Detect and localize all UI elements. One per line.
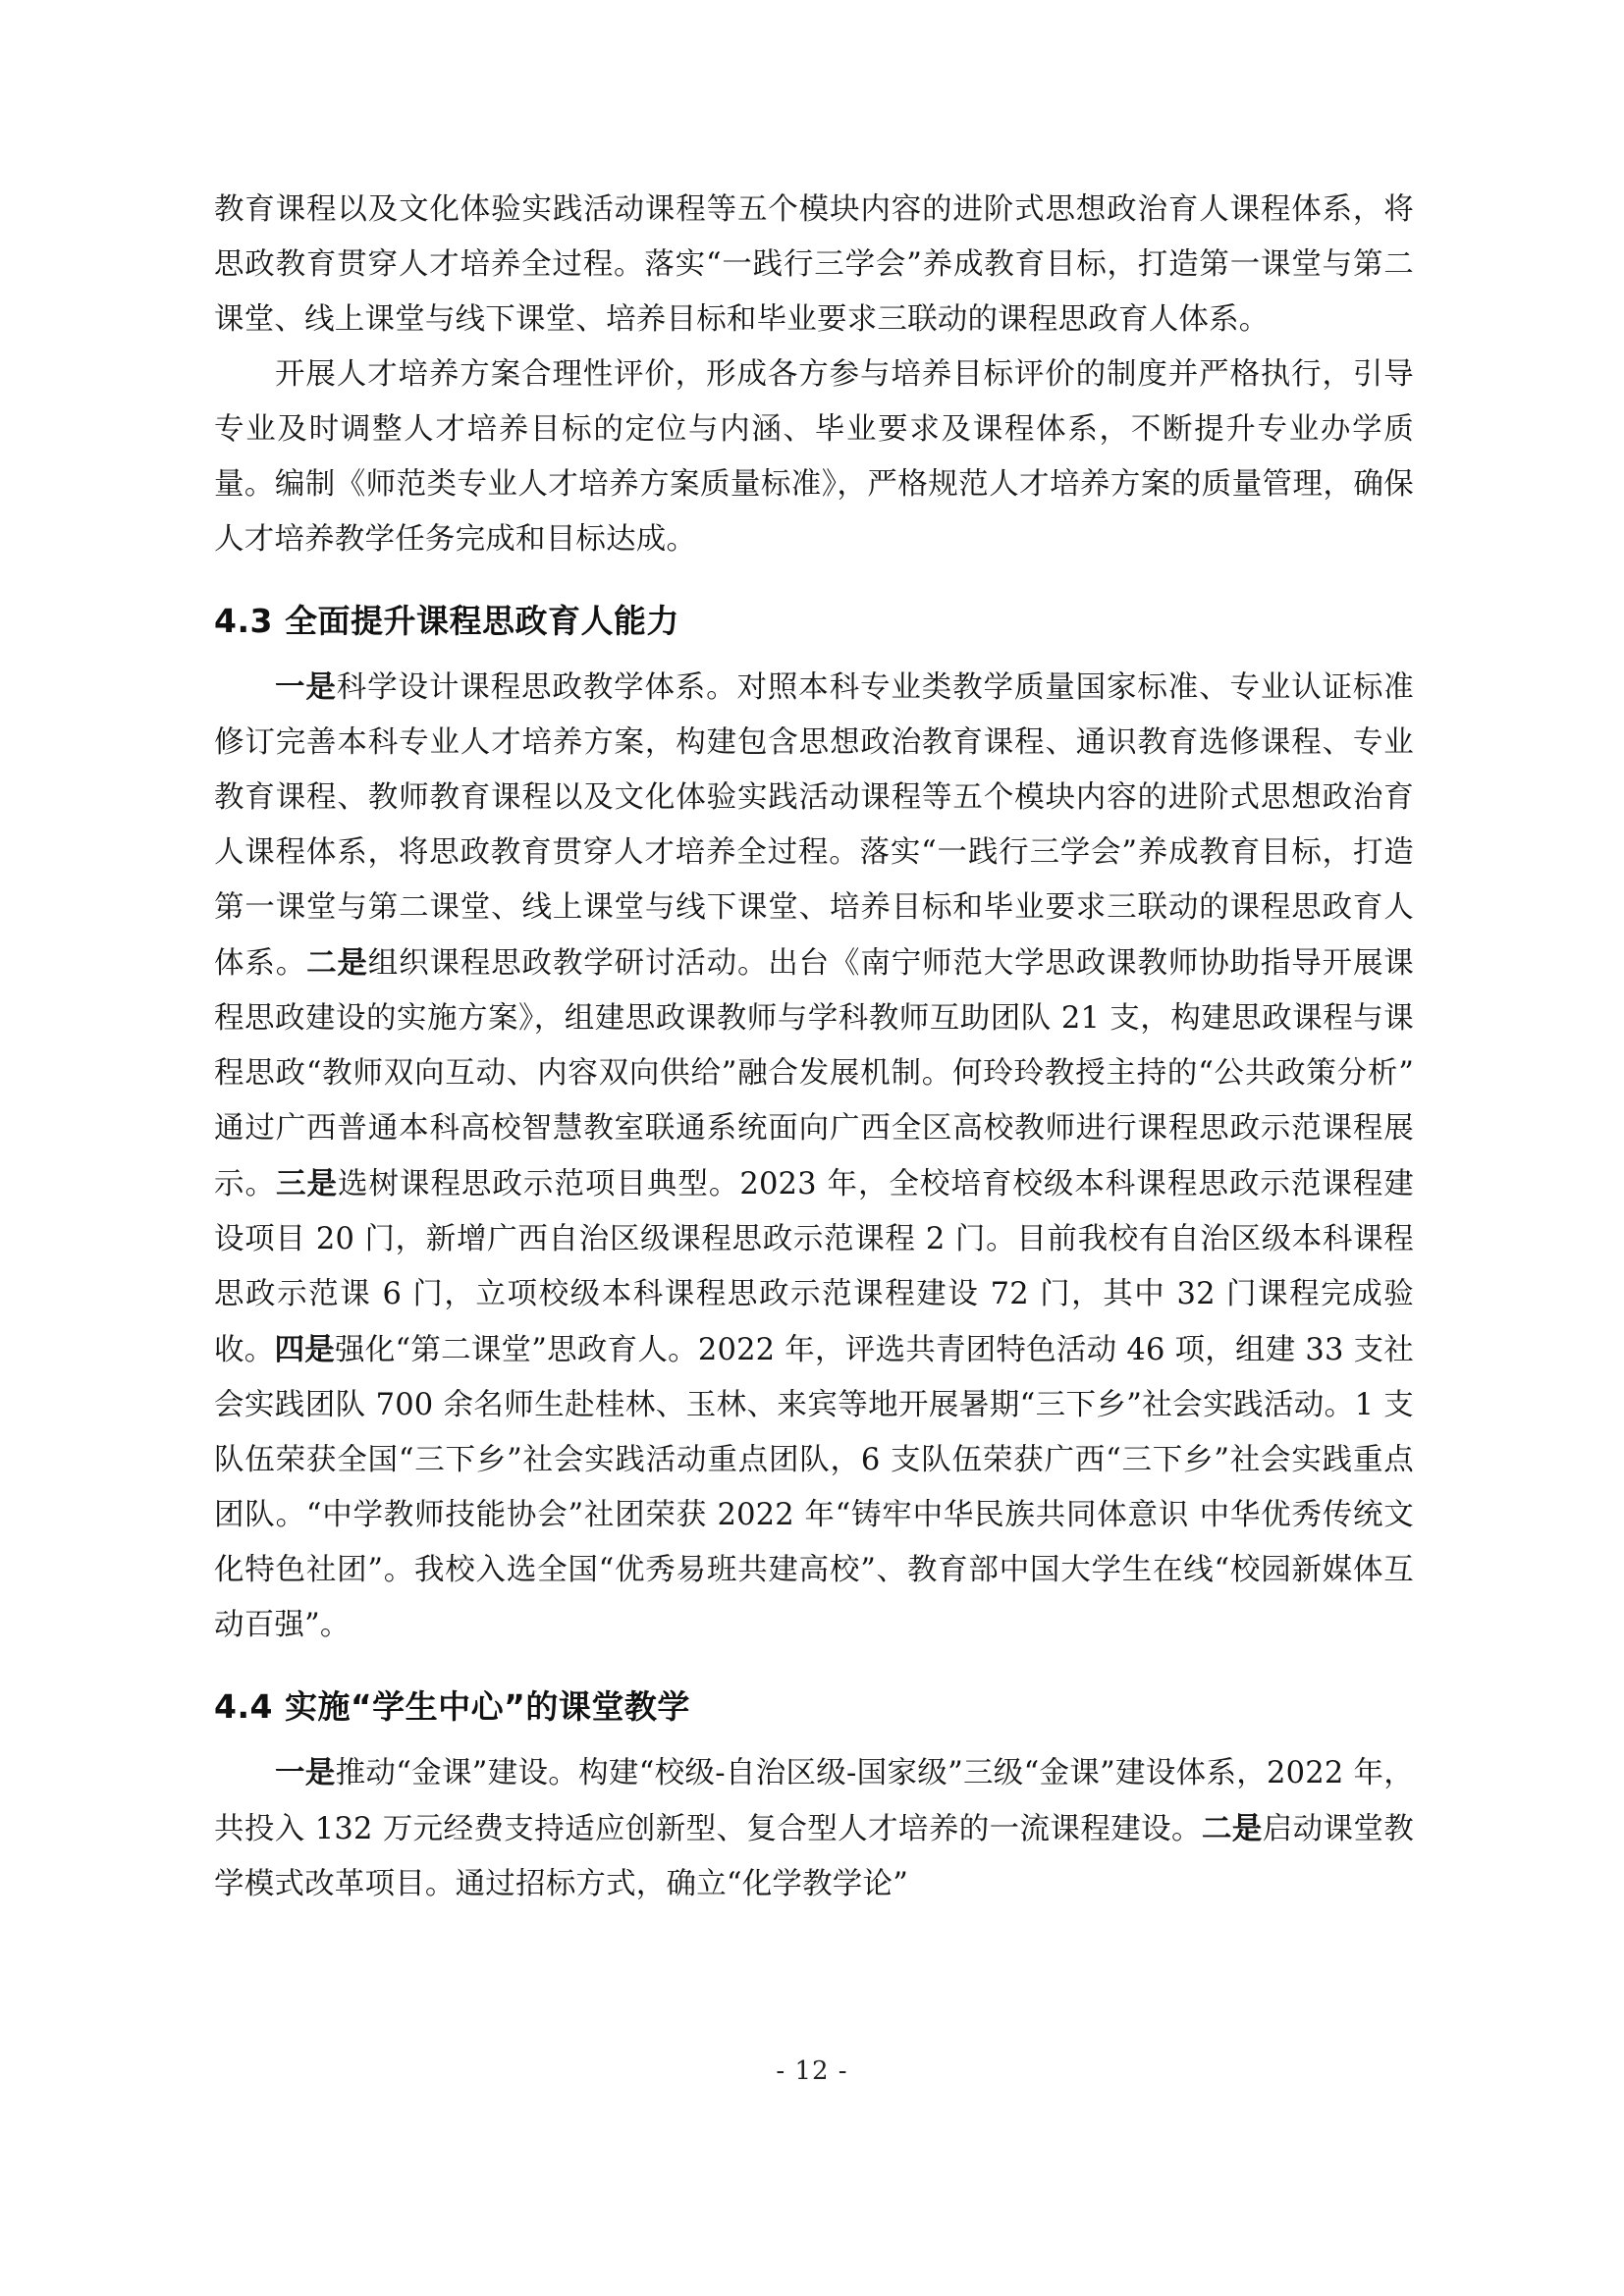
text-4-3-part3: 选树课程思政示范项目典型。2023 年，全校培育校级本科课程思政示范课程建设项目 20 门，新增广西自治区级课程思政示范课程 2 门。目前我校有自治区级本科课程思政示范课 6 门，立项校级本科课程思政示范课程建设 72 门，其中 32 门课程完成验收。 — [214, 1167, 1414, 1367]
bold-marker-two: 二是 — [306, 945, 368, 981]
bold-marker-one-44: 一是 — [275, 1755, 336, 1790]
heading-4-3: 4.3 全面提升课程思政育人能力 — [214, 602, 679, 640]
text-4-3-part1: 科学设计课程思政教学体系。对照本科专业类教学质量国家标准、专业认证标准修订完善本科专业人才培养方案，构建包含思想政治教育课程、通识教育选修课程、专业教育课程、教师教育课程以及文化体验实践活动课程等五个模块内容的进阶式思想政治育人课程体系，将思政教育贯穿人才培养全过程。落实“一践行三学会”养成教育目标，打造第一课堂与第二课堂、线上课堂与线下课堂、培养目标和毕业要求三联动的课程思政育人体系。 — [214, 670, 1415, 981]
paragraph-evaluation: 开展人才培养方案合理性评价，形成各方参与培养目标评价的制度并严格执行，引导专业及时调整人才培养目标的定位与内涵、毕业要求及课程体系，不断提升专业办学质量。编制《师范类专业人才培养方案质量标准》，严格规范人才培养方案的质量管理，确保人才培养教学任务完成和目标达成。 — [214, 357, 1414, 557]
text-4-4-part1: 推动“金课”建设。构建“校级-自治区级-国家级”三级“金课”建设体系，2022 年，共投入 132 万元经费支持适应创新型、复合型人才培养的一流课程建设。 — [214, 1756, 1414, 1846]
page-content — [214, 183, 1414, 1912]
bold-marker-two-44: 二是 — [1201, 1811, 1263, 1846]
bold-marker-one: 一是 — [275, 669, 337, 705]
text-4-3-part2: 组织课程思政教学研讨活动。出台《南宁师范大学思政课教师协助指导开展课程思政建设的实施方案》，组建思政课教师与学科教师互助团队 21 支，构建思政课程与课程思政“教师双向互动、内容双向供给”融合发展机制。何玲玲教授主持的“公共政策分析”通过广西普通本科高校智慧教室联通系统面向广西全区高校教师进行课程思政示范课程展示。 — [214, 946, 1414, 1201]
paragraph-section-4-3 — [214, 660, 1414, 1653]
bold-marker-four: 四是 — [274, 1332, 335, 1367]
text-4-4-part2: 启动课堂教学模式改革项目。通过招标方式，确立“化学教学论” — [214, 1812, 1414, 1901]
heading-4-4: 4.4 实施“学生中心”的课堂教学 — [214, 1687, 690, 1726]
page-number: - 12 - — [776, 2056, 848, 2086]
text-4-3-part4: 强化“第二课堂”思政育人。2022 年，评选共青团特色活动 46 项，组建 33 支社会实践团队 700 余名师生赴桂林、玉林、来宾等地开展暑期“三下乡”社会实践活动。1 支队伍荣获全国“三下乡”社会实践活动重点团队，6 支队伍荣获广西“三下乡”社会实践重点团队。“中学教师技能协会”社团荣获 2022 年“铸牢中华民族共同体意识 中华优秀传统文化特色社团”。我校入选全国“优秀易班共建高校”、教育部中国大学生在线“校园新媒体互动百强”。 — [214, 1333, 1415, 1642]
paragraph-continued: 教育课程以及文化体验实践活动课程等五个模块内容的进阶式思想政治育人课程体系，将思政教育贯穿人才培养全过程。落实“一践行三学会”养成教育目标，打造第一课堂与第二课堂、线上课堂与线下课堂、培养目标和毕业要求三联动的课程思政育人体系。 — [214, 192, 1414, 337]
paragraph-section-4-4 — [214, 1745, 1414, 1912]
bold-marker-three: 三是 — [275, 1166, 338, 1201]
